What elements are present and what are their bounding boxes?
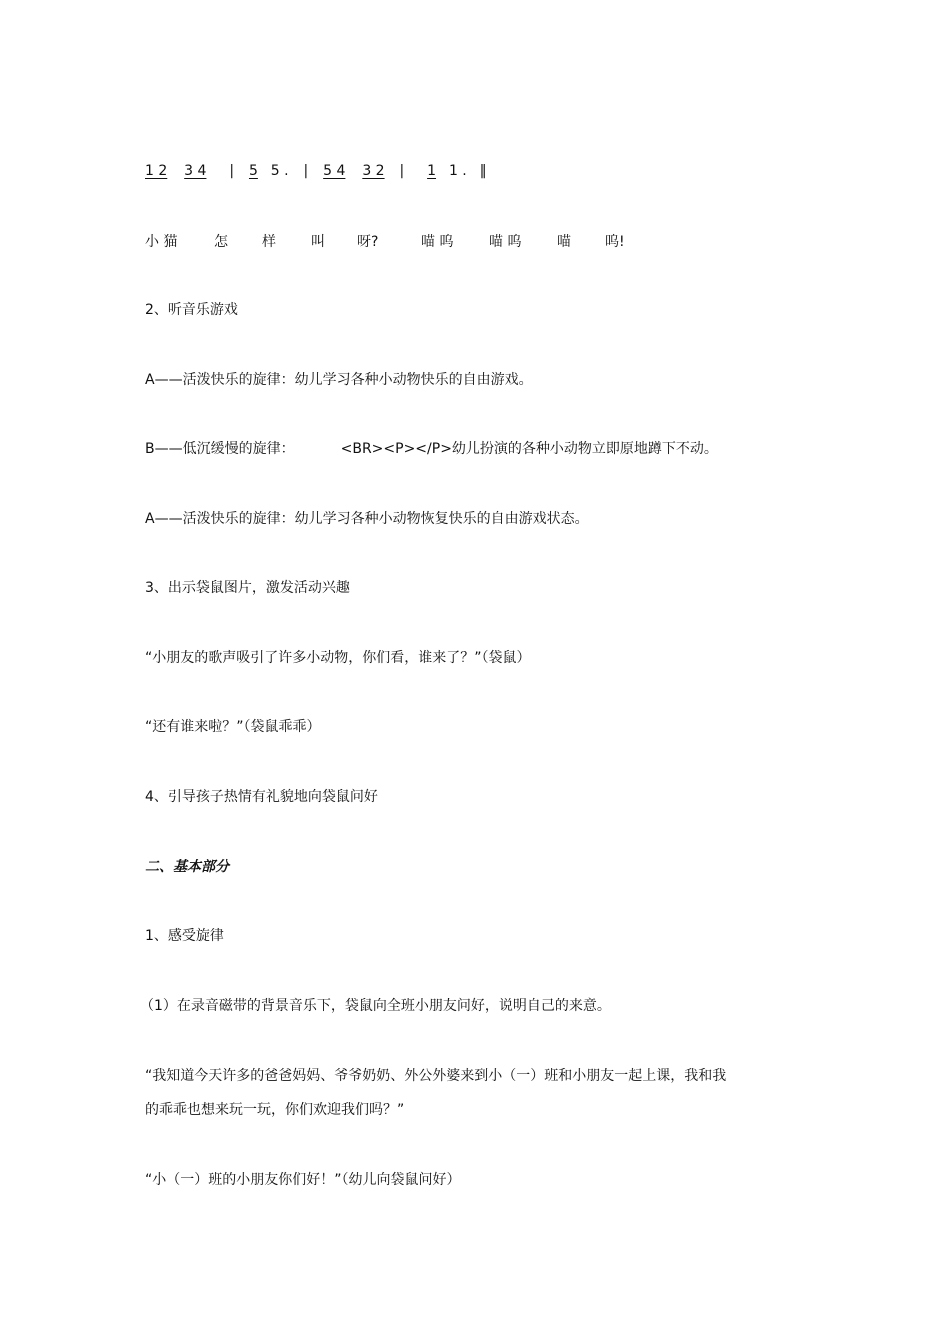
notation-group: 5 . [270,163,289,179]
paragraph: （1）在录音磁带的背景音乐下，袋鼠向全班小朋友问好，说明自己的来意。 [140,998,611,1014]
notation-group: 1 2 [145,163,168,179]
paragraph: 的乖乖也想来玩一玩，你们欢迎我们吗？” [145,1102,405,1118]
notation-group: 1 [427,163,437,179]
paragraph: 3、出示袋鼠图片，激发活动兴趣 [145,580,350,596]
bar-line: | [303,163,309,179]
lyric-word: 小 猫 [145,234,178,250]
notation-group: 5 4 [323,163,346,179]
lyric-word: 喵 呜 [421,234,454,250]
notation-group: 5 [248,163,258,179]
lyric-word: 呜! [605,234,625,250]
paragraph [145,439,718,459]
music-notation [145,161,487,181]
end-bar-line: ‖ [479,163,487,179]
lyric-word: 喵 呜 [489,234,522,250]
lyric-word: 呀? [357,234,379,250]
paragraph: A——活泼快乐的旋律：幼儿学习各种小动物恢复快乐的自由游戏状态。 [145,511,589,527]
paragraph-suffix: <BR><P></P>幼儿扮演的各种小动物立即原地蹲下不动。 [340,441,718,457]
lyric-word: 叫 [311,234,325,250]
paragraph: 2、听音乐游戏 [145,302,238,318]
bar-line: | [399,163,405,179]
bar-line: | [229,163,235,179]
paragraph: 1、感受旋律 [145,928,224,944]
notation-group: 3 4 [184,163,207,179]
paragraph: “我知道今天许多的爸爸妈妈、爷爷奶奶、外公外婆来到小（一）班和小朋友一起上课，我和我 [145,1068,727,1084]
paragraph: 4、引导孩子热情有礼貌地向袋鼠问好 [145,789,378,805]
paragraph-prefix: B——低沉缓慢的旋律： [145,441,295,457]
paragraph: “小朋友的歌声吸引了许多小动物，你们看，谁来了？”（袋鼠） [145,650,531,666]
section-title: 二、基本部分 [145,859,229,875]
lyric-word: 样 [262,234,276,250]
notation-group: 1 . [448,163,467,179]
paragraph: “还有谁来啦？”（袋鼠乖乖） [145,719,321,735]
paragraph: A——活泼快乐的旋律：幼儿学习各种小动物快乐的自由游戏。 [145,372,533,388]
lyric-word: 喵 [557,234,571,250]
paragraph: “小（一）班的小朋友你们好！”（幼儿向袋鼠问好） [145,1172,461,1188]
lyric-word: 怎 [214,234,228,250]
notation-group: 3 2 [362,163,385,179]
